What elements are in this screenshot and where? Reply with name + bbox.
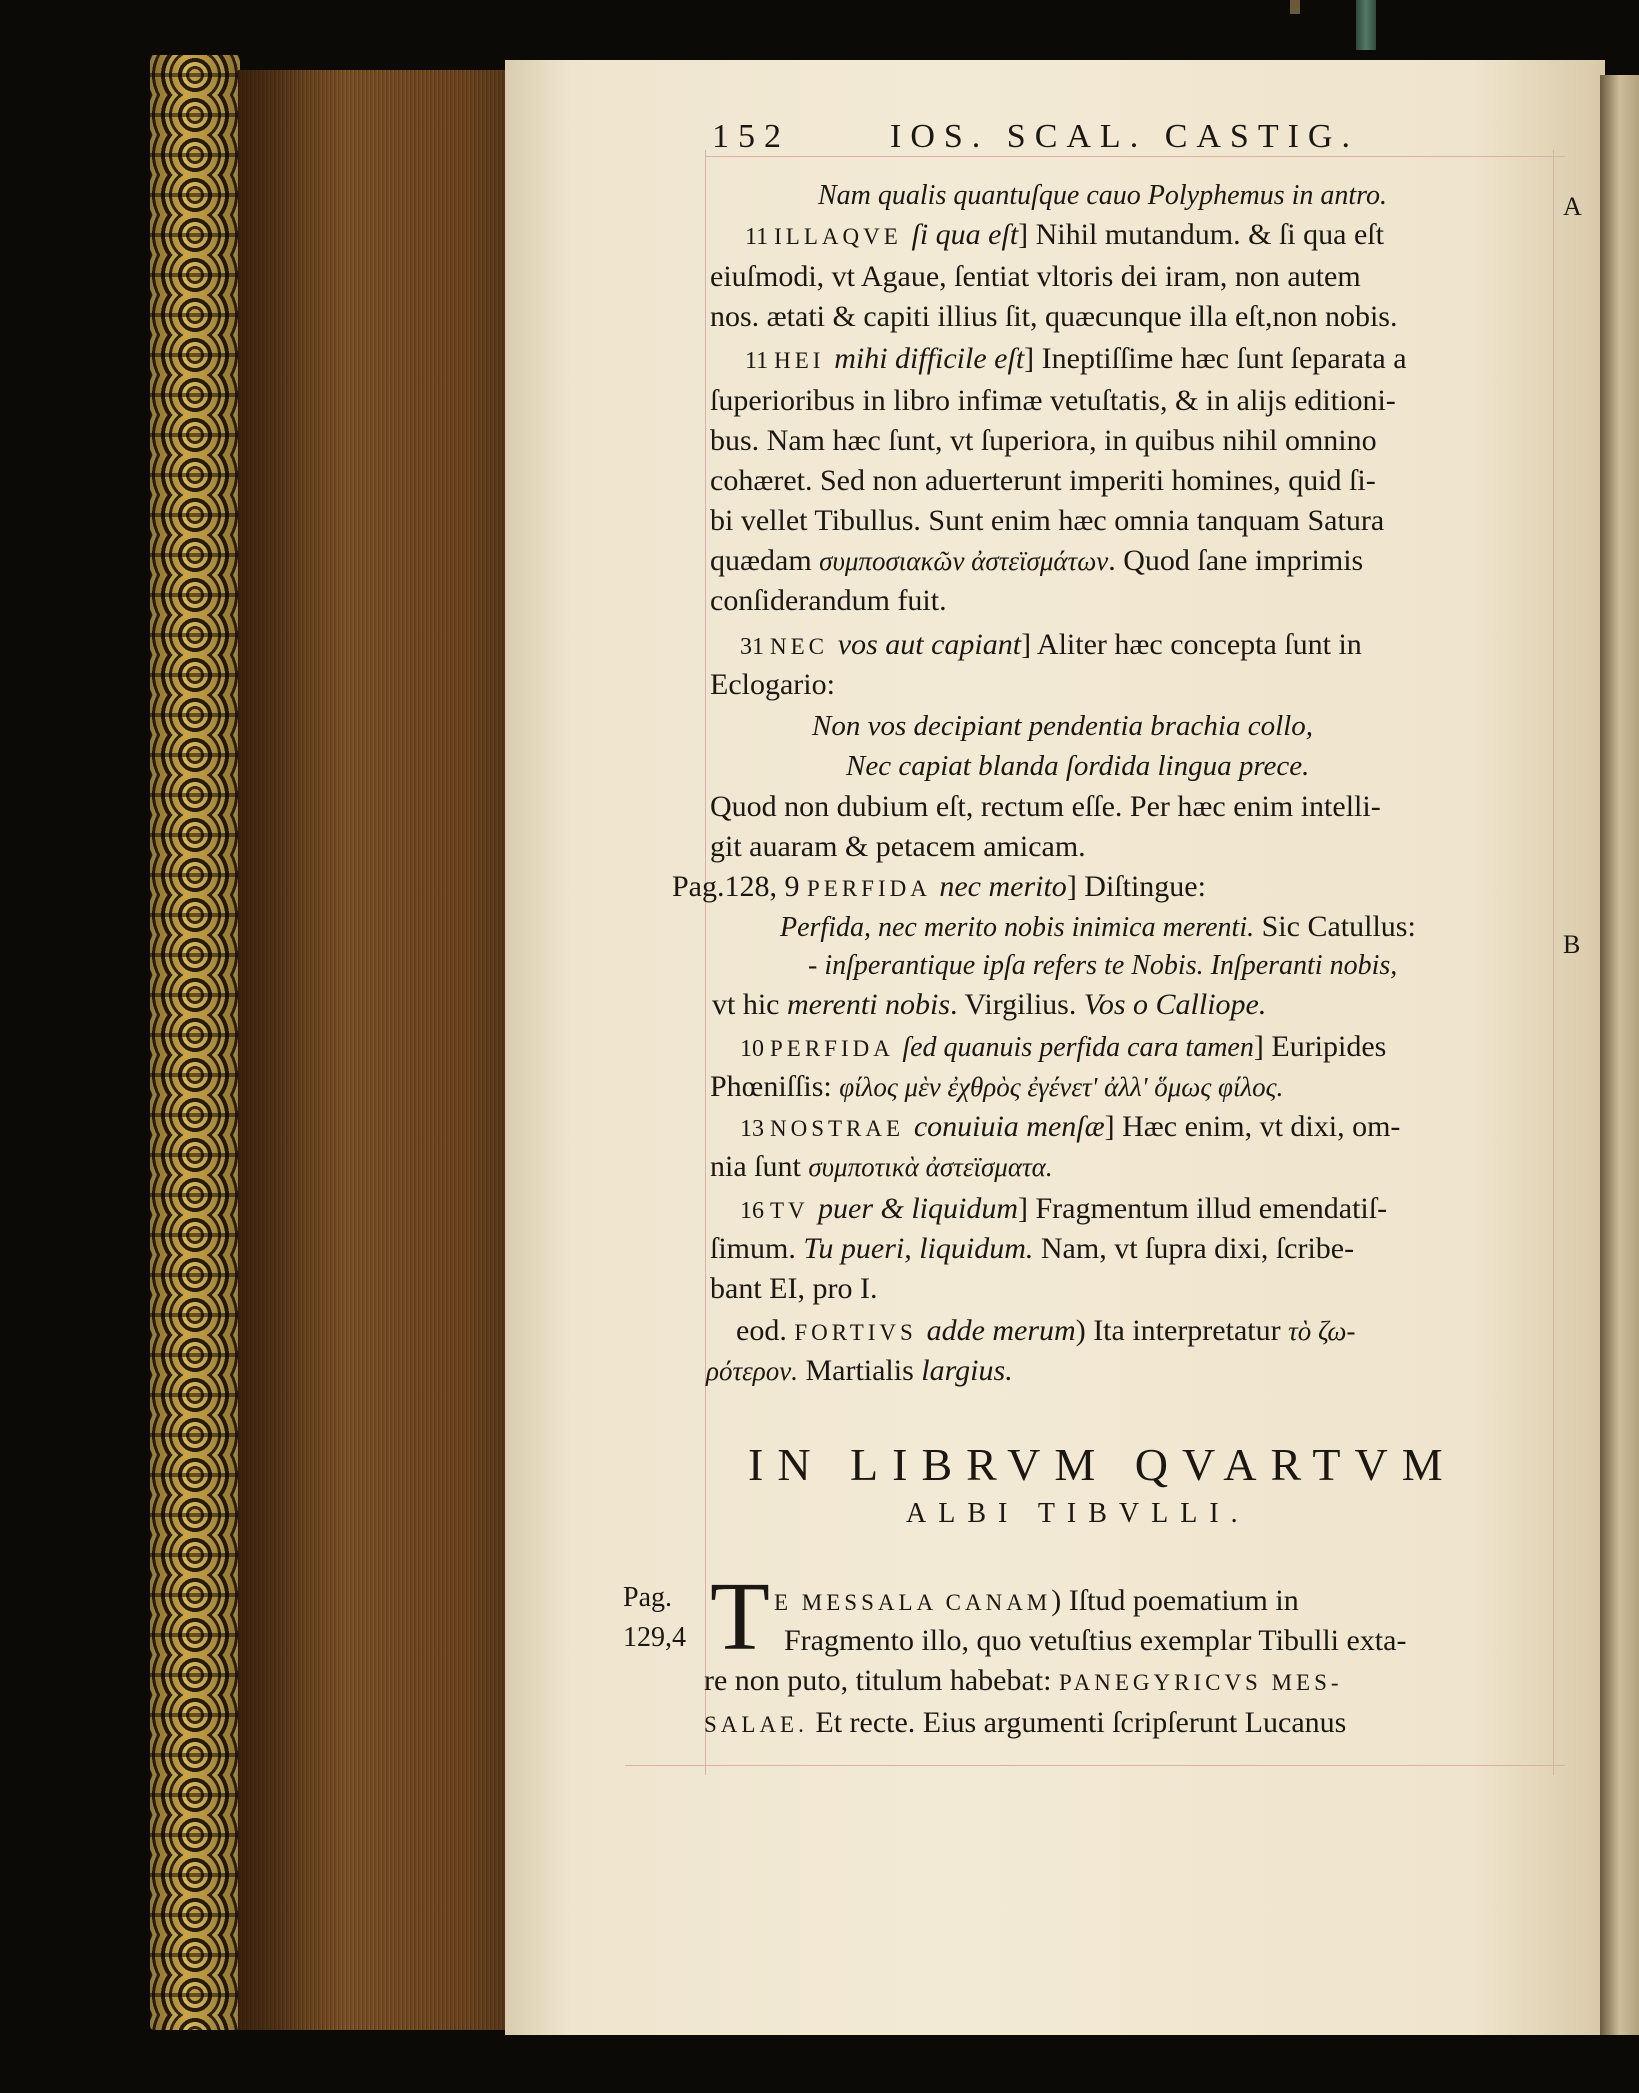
line-number: 16 [740,1198,770,1224]
note-line-17: - inſperantique ipſa refers te Nobis. Inſperanti nobis, [808,950,1398,981]
ruled-margin-right [1553,150,1554,1775]
note-text: ) Ita interpretatur [1075,1314,1289,1347]
note-text: ſimum. [710,1232,804,1265]
lemma-italic: ſed quanuis perfida cara tamen [902,1032,1254,1063]
drop-cap: T [710,1563,770,1671]
note-line-2: eiuſmodi, vt Agaue, ſentiat vltoris dei iram, non autem [710,260,1361,293]
note-text: ] Aliter hæc concepta ſunt in [1021,628,1362,661]
note-text: re non puto, titulum habebat: [704,1664,1059,1697]
note-line-5: ſuperioribus in libro infimæ vetuſtatis, & in alijs editioni- [710,384,1396,417]
note-text: . Virgilius. [950,988,1084,1021]
note-text: quædam [710,544,820,577]
verse-polyphemus: Nam qualis quantuſque cauo Polyphemus in antro. [818,180,1388,211]
note-line-8: bi vellet Tibullus. Sunt enim hæc omnia tanquam Satura [710,504,1385,537]
final-line-2: Fragmento illo, quo vetuſtius exemplar Tibulli exta- [784,1624,1407,1657]
lemma-word: PANEGYRICVS MES- [1058,1670,1343,1695]
ruled-margin-left [705,150,706,1775]
greek-text: ρότερον. [706,1356,798,1386]
margin-page-ref-number: 129,4 [623,1622,686,1653]
page-number: 152 [712,118,790,155]
note-line-7: cohæret. Sed non aduerterunt imperiti homines, quid ſi- [710,464,1376,497]
note-text: Et recte. Eius argumenti ſcripſerunt Lucanus [807,1706,1347,1739]
ruled-line-bottom [625,1765,1565,1766]
lemma-italic: conuiuia menſæ [913,1110,1105,1143]
verse-line-2: Nec capiat blanda ſordida lingua prece. [846,750,1310,782]
page-block-shading [238,70,508,2030]
lemma-word: E MESSALA CANAM [774,1590,1052,1615]
lemma-word: PERFIDA [770,1036,903,1061]
note-line-21 [740,1110,1400,1144]
greek-text: φίλος μὲν ἐχθρὸς ἐγένετ' ἀλλ' ὅμως φίλος. [839,1072,1284,1102]
italic-phrase: largius. [921,1354,1013,1387]
line-number: 10 [740,1036,770,1062]
note-text: Nam, vt ſupra dixi, ſcribe- [1033,1232,1355,1265]
note-line-18 [712,988,1266,1022]
note-line-12: Eclogario: [710,668,835,701]
final-line-1 [774,1584,1299,1618]
note-line-24 [710,1232,1354,1266]
final-line-4 [704,1706,1346,1740]
note-line-13: Quod non dubium eſt, rectum eſſe. Per hæc enim intelli- [710,790,1381,823]
note-line-22 [710,1150,1053,1184]
note-line-23 [740,1192,1387,1226]
lemma-italic: mihi difficile eſt [834,342,1025,375]
lemma-word: ILLAQVE [774,224,912,249]
line-number: 13 [740,1116,770,1142]
bookmark-ribbon-small [1290,0,1300,14]
lemma-italic: nec merito [939,870,1067,903]
note-text: ] Euripides [1253,1030,1387,1063]
line-number: 11 [745,224,775,250]
line-number: 11 [745,348,775,374]
note-text: vt hic [712,988,787,1021]
note-text: . Quod ſane imprimis [1108,544,1364,577]
greek-text: συμποτικὰ ἀστεϊσματα. [808,1152,1053,1182]
note-text: nia ſunt [710,1150,809,1183]
note-text: Sic Catullus: [1254,910,1416,943]
note-text: Phœniſſis: [710,1070,840,1103]
ruled-line-top [705,156,1565,157]
lemma-italic: adde merum [926,1314,1076,1347]
note-text: ) Iſtud poematium in [1051,1584,1299,1617]
margin-letter-b: B [1563,930,1581,959]
final-line-3 [704,1664,1343,1698]
line-number: 31 [740,634,770,660]
note-line-20 [710,1070,1283,1104]
note-text: ] Ineptiſſime hæc ſunt ſeparata a [1024,342,1407,375]
lemma-italic: ſi qua eſt [911,218,1019,251]
lemma-word: PERFIDA [807,876,940,901]
note-line-3: nos. ætati & capiti illius ſit, quæcunque illa eſt,non nobis. [710,300,1398,333]
note-line-26 [736,1314,1355,1348]
lemma-italic: puer & liquidum [818,1192,1018,1225]
lemma-word: NEC [770,634,838,659]
lemma-word: TV [770,1198,818,1223]
note-line-27 [706,1354,1013,1388]
section-title: IN LIBRVM QVARTVM [748,1439,1457,1490]
page-reference: Pag.128, 9 [672,870,807,903]
lemma-word: SALAE. [704,1712,808,1737]
verse-quote: Perfida, nec merito nobis inimica merenti. [780,912,1255,943]
margin-page-ref: Pag. [623,1582,672,1613]
note-line-9 [710,544,1363,578]
verse-line-1: Non vos decipiant pendentia brachia collo, [812,710,1313,742]
note-text: ] Hæc enim, vt dixi, om- [1104,1110,1401,1143]
note-text: ] Diſtingue: [1066,870,1206,903]
lemma-italic: vos aut capiant [837,628,1022,661]
note-text: ] Fragmentum illud emendatiſ- [1018,1192,1388,1225]
lemma-word: FORTIVS [794,1320,927,1345]
margin-letter-a: A [1563,192,1582,221]
facing-page-edge [1600,75,1639,2035]
note-line-16 [780,910,1416,944]
greek-text: τὸ ζω- [1288,1316,1356,1346]
note-text: Martialis [797,1354,922,1387]
note-line-4 [745,342,1407,376]
greek-text: συμποσιακῶν ἀστεϊσμάτων [819,546,1109,576]
section-subtitle: ALBI TIBVLLI. [906,1498,1250,1529]
note-line-19 [740,1030,1386,1064]
note-text: eod. [736,1314,795,1347]
lemma-word: NOSTRAE [770,1116,914,1141]
note-line-15 [672,870,1206,904]
gilt-edge-shading [150,55,240,2030]
note-line-10: conſiderandum fuit. [710,584,947,617]
bookmark-ribbon [1356,0,1376,50]
note-line-14: git auaram & petacem amicam. [710,830,1086,863]
italic-phrase: Vos o Calliope. [1083,988,1267,1021]
note-line-1 [745,218,1384,252]
note-text: ] Nihil mutandum. & ſi qua eſt [1018,218,1384,251]
running-title: IOS. SCAL. CASTIG. [890,118,1359,155]
note-line-25: bant EI, pro I. [710,1272,878,1305]
italic-phrase: merenti nobis [787,988,951,1021]
italic-phrase: Tu pueri, liquidum. [803,1232,1034,1265]
note-line-6: bus. Nam hæc ſunt, vt ſuperiora, in quibus nihil omnino [710,424,1377,457]
note-line-11 [740,628,1362,662]
lemma-word: HEI [774,348,835,373]
